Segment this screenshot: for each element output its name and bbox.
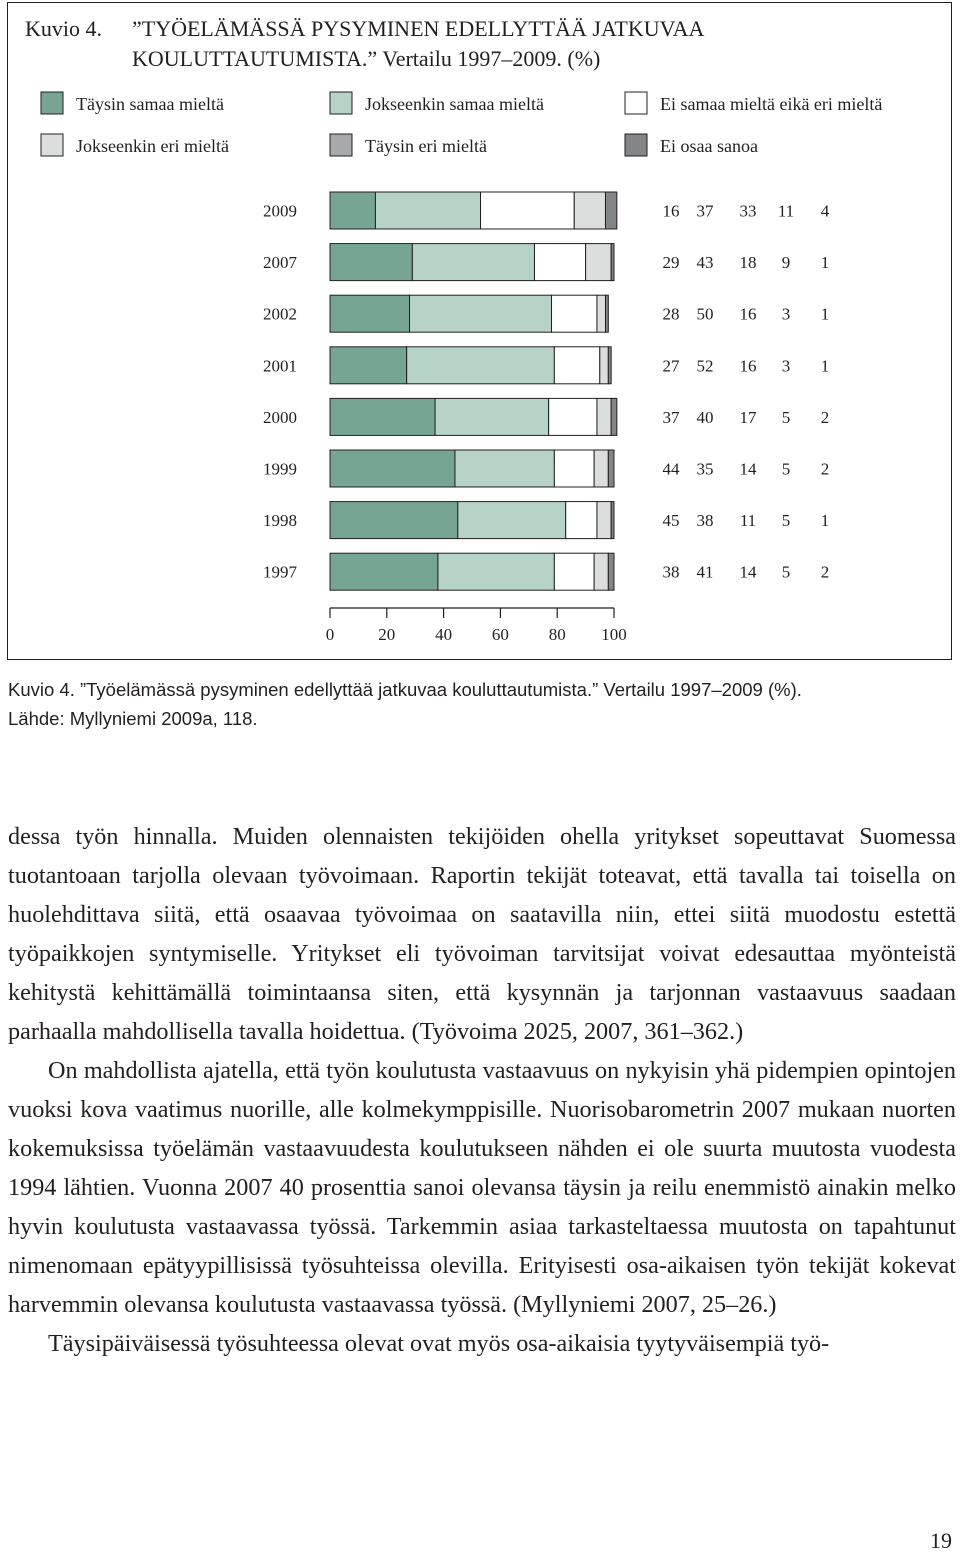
legend-label: Jokseenkin eri mieltä: [76, 136, 229, 156]
value-label: 5: [781, 511, 791, 531]
bar-segment: [608, 553, 614, 590]
body-text: [8, 817, 956, 1363]
legend-swatch: [330, 92, 352, 114]
legend-swatch: [41, 92, 63, 114]
figure-caption-line2: Lähde: Myllyniemi 2009a, 118.: [8, 708, 258, 729]
bar-segment: [552, 295, 597, 332]
year-label: 2007: [263, 253, 297, 273]
value-label: 4: [820, 201, 830, 221]
bar-segment: [608, 347, 611, 384]
value-label: 11: [739, 511, 757, 531]
bar-segment: [534, 244, 585, 281]
value-label: 43: [696, 253, 714, 273]
bar-segment: [554, 347, 599, 384]
x-tick-label: 0: [325, 625, 335, 644]
paragraph-3: Täysipäiväisessä työsuhteessa olevat ovat myös osa-aikaisia tyytyväisempiä työ-: [48, 1330, 830, 1357]
year-label: 2002: [263, 304, 297, 324]
x-tick-label: 40: [435, 625, 453, 644]
legend: [41, 92, 882, 156]
legend-swatch: [625, 92, 647, 114]
bar-segment: [481, 192, 575, 229]
figure-label: Kuvio 4.: [25, 16, 102, 41]
value-label: 1: [820, 511, 830, 531]
bar-segment: [597, 502, 611, 539]
bar-segment: [438, 553, 554, 590]
bar-segment: [605, 192, 616, 229]
stacked-bar-chart: [8, 3, 953, 661]
value-label: 28: [662, 304, 680, 324]
bar-segment: [605, 295, 608, 332]
figure-title-line2: KOULUTTAUTUMISTA.” Vertailu 1997–2009. (%): [132, 46, 601, 71]
bar-segment: [458, 502, 566, 539]
bar-segment: [554, 553, 594, 590]
x-tick-label: 60: [491, 625, 509, 644]
bar-segment: [611, 398, 617, 435]
legend-swatch: [41, 134, 63, 156]
value-label: 14: [739, 459, 757, 479]
value-label: 9: [781, 253, 791, 273]
page-number: 19: [930, 1528, 952, 1553]
year-label: 2001: [263, 356, 297, 376]
bar-segment: [611, 244, 614, 281]
bar-segment: [410, 295, 552, 332]
bar-segment: [611, 502, 614, 539]
year-label: 2000: [263, 407, 297, 427]
bar-segment: [412, 244, 534, 281]
bar-segment: [330, 244, 412, 281]
value-label: 2: [820, 459, 830, 479]
legend-label: Jokseenkin samaa mieltä: [365, 94, 544, 114]
bar-segment: [435, 398, 549, 435]
value-label: 27: [662, 356, 680, 376]
value-label: 38: [696, 511, 714, 531]
value-label: 45: [662, 511, 680, 531]
legend-label: Ei osaa sanoa: [660, 136, 758, 156]
bar-segment: [549, 398, 597, 435]
bar-segment: [586, 244, 612, 281]
legend-swatch: [330, 134, 352, 156]
value-label: 41: [696, 562, 714, 582]
bar-segment: [330, 295, 410, 332]
bar-segment: [330, 347, 407, 384]
bar-segment: [594, 553, 608, 590]
bar-segment: [330, 450, 455, 487]
x-tick-label: 100: [601, 625, 627, 644]
bar-segment: [608, 450, 614, 487]
value-label: 3: [781, 304, 791, 324]
value-label: 1: [820, 304, 830, 324]
value-labels: [663, 202, 830, 582]
value-label: 50: [696, 304, 714, 324]
bar-segment: [600, 347, 609, 384]
value-label: 16: [739, 304, 757, 324]
value-label: 38: [662, 562, 680, 582]
bar-segment: [566, 502, 597, 539]
bars: [263, 192, 617, 590]
value-label: 37: [696, 201, 714, 221]
value-label: 16: [662, 201, 680, 221]
value-label: 35: [696, 459, 714, 479]
value-label: 1: [820, 253, 830, 273]
year-label: 1998: [263, 511, 297, 531]
value-label: 44: [662, 459, 680, 479]
value-label: 17: [739, 407, 757, 427]
value-label: 16: [739, 356, 757, 376]
x-tick-label: 20: [378, 625, 396, 644]
bar-segment: [574, 192, 605, 229]
year-label: 1999: [263, 459, 297, 479]
x-tick-label: 80: [548, 625, 566, 644]
bar-segment: [330, 502, 458, 539]
bar-segment: [375, 192, 480, 229]
paragraph-1: dessa työn hinnalla. Muiden olennaisten tekijöiden ohella yritykset sopeuttavat Suomessa tuotantoaan tarjolla olevaan työvoimaan. Raportin tekijät toteavat, että tavalla tai toisella on huolehdittava siitä, että osaavaa työvoimaa on saatavilla niin, ettei siitä muodostu estettä työpaikkojen syntymiselle. Yritykset eli työvoiman tarvitsijat voivat edesauttaa myönteistä kehitystä kehittämällä toimintaansa siten, että kysynnän ja tarjonnan vastaavuus saadaan parhaalla mahdollisella tavalla hoidettua. (Työvoima 2025, 2007, 361–362.): [8, 823, 956, 1045]
year-label: 1997: [263, 562, 297, 582]
bar-segment: [330, 398, 435, 435]
bar-segment: [597, 295, 606, 332]
bar-segment: [597, 398, 611, 435]
value-label: 18: [739, 253, 757, 273]
figure-box: [7, 2, 952, 660]
value-label: 2: [820, 562, 830, 582]
bar-segment: [330, 192, 375, 229]
bar-segment: [594, 450, 608, 487]
legend-label: Täysin samaa mieltä: [76, 94, 224, 114]
bar-segment: [407, 347, 555, 384]
legend-label: Ei samaa mieltä eikä eri mieltä: [660, 94, 883, 114]
value-label: 33: [739, 201, 757, 221]
value-label: 5: [781, 562, 791, 582]
legend-label: Täysin eri mieltä: [365, 136, 487, 156]
value-label: 29: [662, 253, 680, 273]
value-label: 14: [739, 562, 757, 582]
value-label: 11: [777, 201, 795, 221]
bar-segment: [330, 553, 438, 590]
value-label: 37: [662, 407, 680, 427]
bar-segment: [455, 450, 554, 487]
year-label: 2009: [263, 201, 297, 221]
value-label: 5: [781, 407, 791, 427]
figure-caption-line1: Kuvio 4. ”Työelämässä pysyminen edellyttää jatkuvaa kouluttautumista.” Vertailu 1997–2009 (%).: [8, 679, 802, 700]
paragraph-2: On mahdollista ajatella, että työn koulutusta vastaavuus on nykyisin yhä pidempien opintojen vuoksi kova vaatimus nuorille, alle kolmekymppisille. Nuorisobarometrin 2007 mukaan nuorten kokemuksissa työelämän vastaavuudesta koulutukseen nähden ei ole suurta muutosta vuodesta 1994 lähtien. Vuonna 2007 40 prosenttia sanoi olevansa täysin ja reilu enemmistö ainakin melko hyvin koulutusta vastaavassa työssä. Tarkemmin asiaa tarkasteltaessa muutosta on tapahtunut nimenomaan epätyypillisissä työsuhteissa olevilla. Erityisesti osa-aikaisen työn tekijät kokevat harvemmin olevansa koulutusta vastaavassa työssä. (Myllyniemi 2007, 25–26.): [8, 1057, 956, 1318]
value-label: 40: [696, 407, 714, 427]
figure-title-line1: ”TYÖELÄMÄSSÄ PYSYMINEN EDELLYTTÄÄ JATKUVAA: [132, 16, 705, 41]
value-label: 52: [696, 356, 714, 376]
x-axis: [326, 608, 627, 644]
legend-swatch: [625, 134, 647, 156]
bar-segment: [554, 450, 594, 487]
value-label: 2: [820, 407, 830, 427]
value-label: 3: [781, 356, 791, 376]
value-label: 1: [820, 356, 830, 376]
value-label: 5: [781, 459, 791, 479]
